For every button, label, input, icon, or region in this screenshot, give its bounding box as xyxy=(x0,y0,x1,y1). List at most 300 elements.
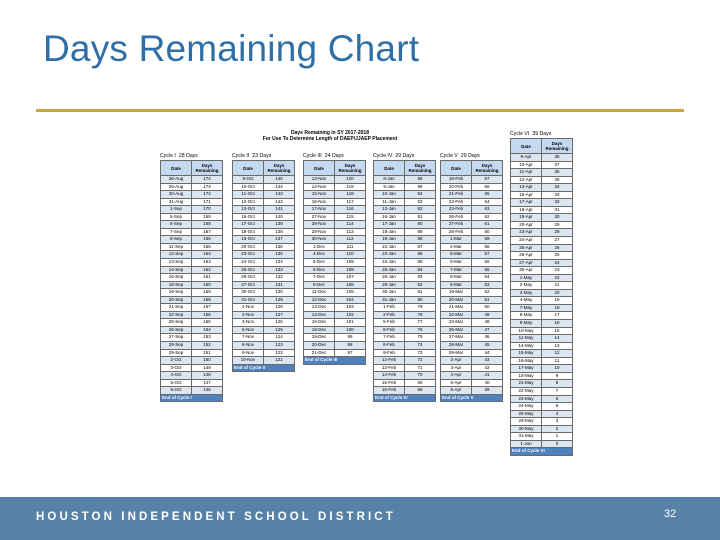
days-cell: 17 xyxy=(542,312,573,320)
date-cell: 11-Oct xyxy=(233,191,264,199)
table-row xyxy=(441,251,503,259)
date-cell: 22-May xyxy=(511,387,542,395)
date-column-header: Date xyxy=(374,161,405,176)
date-cell: 16-Oct xyxy=(233,213,264,221)
cycle-table xyxy=(160,160,223,402)
table-row xyxy=(374,372,436,380)
table-row xyxy=(161,198,223,206)
date-cell: 16-Apr xyxy=(511,191,542,199)
days-cell: 128 xyxy=(264,304,295,312)
cycle-name: Cycle I xyxy=(160,153,176,159)
days-cell: 79 xyxy=(405,304,436,312)
days-cell: 41 xyxy=(472,372,503,380)
date-cell: 2-Apr xyxy=(441,357,472,365)
table-row xyxy=(374,266,436,274)
date-cell: 27-Sep xyxy=(161,334,192,342)
date-cell: 23-May xyxy=(511,395,542,403)
table-row xyxy=(441,342,503,350)
cycle-day-count: 29 Days xyxy=(395,153,415,159)
days-cell: 122 xyxy=(264,349,295,357)
date-cell: 5-Dec xyxy=(304,259,335,267)
date-cell: 29-Sep xyxy=(161,349,192,357)
date-cell: 8-Mar xyxy=(441,274,472,282)
days-cell: 45 xyxy=(472,342,503,350)
date-cell: 10-Nov xyxy=(233,357,264,365)
days-cell: 2 xyxy=(542,425,573,433)
days-cell: 98 xyxy=(335,342,366,350)
table-header-row xyxy=(511,139,573,154)
days-cell: 106 xyxy=(335,281,366,289)
date-cell: 20-Dec xyxy=(304,342,335,350)
days-cell: 172 xyxy=(192,191,223,199)
days-cell: 77 xyxy=(405,319,436,327)
cycle-3-table xyxy=(303,152,366,365)
table-row xyxy=(441,326,503,334)
date-cell: 17-Nov xyxy=(304,206,335,214)
table-row xyxy=(374,304,436,312)
table-header-row xyxy=(374,161,436,176)
table-row xyxy=(511,425,573,433)
table-row xyxy=(374,289,436,297)
days-cell: 10 xyxy=(542,365,573,373)
days-cell: 104 xyxy=(335,296,366,304)
date-cell: 11-Apr xyxy=(511,169,542,177)
days-cell: 158 xyxy=(192,296,223,304)
cycle-label xyxy=(160,152,223,160)
date-cell: 15-Feb xyxy=(374,379,405,387)
date-cell: 23-Oct xyxy=(233,251,264,259)
table-row xyxy=(304,319,366,327)
cycle-name: Cycle VI xyxy=(510,131,530,137)
days-cell: 9 xyxy=(542,372,573,380)
days-cell: 163 xyxy=(192,259,223,267)
days-cell: 170 xyxy=(192,206,223,214)
date-cell: 6-Apr xyxy=(441,387,472,395)
days-cell: 108 xyxy=(335,266,366,274)
days-cell: 157 xyxy=(192,304,223,312)
date-cell: 20-Apr xyxy=(511,221,542,229)
days-cell: 24 xyxy=(542,259,573,267)
date-cell: 25-May xyxy=(511,410,542,418)
table-row xyxy=(441,183,503,191)
date-cell: 1-May xyxy=(511,274,542,282)
table-row xyxy=(511,387,573,395)
days-cell: 86 xyxy=(405,251,436,259)
table-row xyxy=(511,320,573,328)
table-row xyxy=(304,176,366,184)
date-cell: 31-Oct xyxy=(233,296,264,304)
date-cell: 16-Jan xyxy=(374,213,405,221)
table-row xyxy=(233,213,295,221)
date-cell: 9-Nov xyxy=(233,349,264,357)
table-row xyxy=(304,251,366,259)
date-cell: 21-May xyxy=(511,380,542,388)
end-of-cycle-label: End of Cycle IV xyxy=(374,394,436,402)
days-remaining-document xyxy=(160,128,569,478)
days-cell: 153 xyxy=(192,334,223,342)
table-row xyxy=(304,191,366,199)
table-row xyxy=(233,334,295,342)
date-cell: 19-Dec xyxy=(304,334,335,342)
end-of-cycle-row xyxy=(304,357,366,365)
date-cell: 13-Apr xyxy=(511,184,542,192)
date-cell: 10-May xyxy=(511,327,542,335)
date-cell: 11-Sep xyxy=(161,243,192,251)
table-row xyxy=(511,252,573,260)
table-row xyxy=(441,228,503,236)
table-row xyxy=(233,326,295,334)
date-cell: 26-Apr xyxy=(511,252,542,260)
date-cell: 1-Dec xyxy=(304,243,335,251)
table-row xyxy=(233,274,295,282)
date-cell: 5-Apr xyxy=(441,379,472,387)
table-header-row xyxy=(304,161,366,176)
date-cell: 27-Nov xyxy=(304,213,335,221)
days-cell: 95 xyxy=(405,183,436,191)
date-cell: 8-Dec xyxy=(304,281,335,289)
date-cell: 28-Sep xyxy=(161,342,192,350)
date-cell: 11-Jan xyxy=(374,198,405,206)
date-cell: 12-Jan xyxy=(374,206,405,214)
days-cell: 96 xyxy=(405,176,436,184)
date-cell: 11-Dec xyxy=(304,289,335,297)
table-row xyxy=(161,183,223,191)
table-row xyxy=(441,296,503,304)
date-cell: 12-Apr xyxy=(511,176,542,184)
date-cell: 25-Oct xyxy=(233,266,264,274)
days-cell: 65 xyxy=(472,191,503,199)
days-cell: 99 xyxy=(335,334,366,342)
table-row xyxy=(233,198,295,206)
table-row xyxy=(161,342,223,350)
date-cell: 31-Aug xyxy=(161,198,192,206)
table-row xyxy=(374,311,436,319)
days-cell: 20 xyxy=(542,289,573,297)
date-cell: 14-May xyxy=(511,342,542,350)
table-row xyxy=(374,191,436,199)
table-row xyxy=(441,176,503,184)
table-row xyxy=(511,191,573,199)
table-row xyxy=(511,282,573,290)
days-cell: 78 xyxy=(405,311,436,319)
date-cell: 26-Oct xyxy=(233,274,264,282)
days-cell: 28 xyxy=(542,229,573,237)
days-cell: 154 xyxy=(192,326,223,334)
table-row xyxy=(511,365,573,373)
days-cell: 118 xyxy=(335,191,366,199)
days-cell: 50 xyxy=(472,304,503,312)
date-cell: 22-Sep xyxy=(161,311,192,319)
table-row xyxy=(161,228,223,236)
days-cell: 110 xyxy=(335,251,366,259)
table-row xyxy=(374,319,436,327)
date-cell: 21-Sep xyxy=(161,304,192,312)
date-cell: 7-Feb xyxy=(374,334,405,342)
date-cell: 7-Mar xyxy=(441,266,472,274)
table-row xyxy=(511,259,573,267)
days-cell: 46 xyxy=(472,334,503,342)
days-cell: 136 xyxy=(264,243,295,251)
date-cell: 1-Nov xyxy=(233,304,264,312)
days-cell: 36 xyxy=(542,169,573,177)
date-cell: 26-Feb xyxy=(441,213,472,221)
cycle-4-table xyxy=(373,152,436,402)
cycle-name: Cycle IV xyxy=(373,153,393,159)
days-cell: 155 xyxy=(192,319,223,327)
end-of-cycle-row xyxy=(233,364,295,372)
table-row xyxy=(441,236,503,244)
cycle-label xyxy=(373,152,436,160)
date-cell: 15-Nov xyxy=(304,191,335,199)
table-row xyxy=(374,176,436,184)
days-cell: 141 xyxy=(264,206,295,214)
date-cell: 26-Jan xyxy=(374,274,405,282)
date-cell: 2-Nov xyxy=(233,311,264,319)
document-title: Days Remaining in SY 2017-2018 xyxy=(290,130,369,136)
table-row xyxy=(374,259,436,267)
cycle-5-table xyxy=(440,152,503,402)
table-row xyxy=(374,349,436,357)
table-row xyxy=(511,433,573,441)
days-column-header: Days Remaining xyxy=(542,139,573,154)
date-cell: 9-Feb xyxy=(374,349,405,357)
days-cell: 119 xyxy=(335,183,366,191)
table-row xyxy=(304,304,366,312)
days-cell: 34 xyxy=(542,184,573,192)
days-cell: 117 xyxy=(335,198,366,206)
table-row xyxy=(161,296,223,304)
days-cell: 173 xyxy=(192,183,223,191)
table-row xyxy=(374,243,436,251)
cycle-day-count: 29 Days xyxy=(460,153,480,159)
cycle-6-table xyxy=(510,130,573,456)
cycle-name: Cycle II xyxy=(232,153,250,159)
table-row xyxy=(511,410,573,418)
date-cell: 16-Nov xyxy=(304,198,335,206)
days-cell: 13 xyxy=(542,342,573,350)
date-cell: 13-Feb xyxy=(374,364,405,372)
table-row xyxy=(374,357,436,365)
date-column-header: Date xyxy=(233,161,264,176)
date-cell: 2-Mar xyxy=(441,243,472,251)
days-cell: 49 xyxy=(472,311,503,319)
table-row xyxy=(161,349,223,357)
table-row xyxy=(374,342,436,350)
cycle-name: Cycle III xyxy=(303,153,322,159)
date-cell: 15-Dec xyxy=(304,319,335,327)
date-cell: 20-Feb xyxy=(441,183,472,191)
date-cell: 23-Jan xyxy=(374,251,405,259)
table-row xyxy=(161,357,223,365)
table-row xyxy=(511,297,573,305)
date-cell: 14-Nov xyxy=(304,183,335,191)
days-cell: 159 xyxy=(192,289,223,297)
days-cell: 26 xyxy=(542,244,573,252)
table-row xyxy=(511,169,573,177)
date-cell: 30-Oct xyxy=(233,289,264,297)
table-row xyxy=(161,379,223,387)
date-cell: 22-Jan xyxy=(374,243,405,251)
table-row xyxy=(161,266,223,274)
days-cell: 68 xyxy=(405,387,436,395)
table-row xyxy=(511,244,573,252)
days-cell: 75 xyxy=(405,334,436,342)
date-column-header: Date xyxy=(161,161,192,176)
days-cell: 33 xyxy=(542,191,573,199)
days-cell: 143 xyxy=(264,191,295,199)
date-cell: 28-Nov xyxy=(304,221,335,229)
days-cell: 114 xyxy=(335,221,366,229)
days-cell: 73 xyxy=(405,349,436,357)
date-cell: 17-Jan xyxy=(374,221,405,229)
days-cell: 83 xyxy=(405,274,436,282)
days-cell: 92 xyxy=(405,206,436,214)
date-cell: 19-Oct xyxy=(233,236,264,244)
days-cell: 40 xyxy=(472,379,503,387)
days-cell: 47 xyxy=(472,326,503,334)
date-cell: 2-Feb xyxy=(374,311,405,319)
date-cell: 3-Nov xyxy=(233,319,264,327)
date-cell: 18-Oct xyxy=(233,228,264,236)
days-cell: 138 xyxy=(264,228,295,236)
date-cell: 20-Oct xyxy=(233,243,264,251)
table-row xyxy=(511,221,573,229)
date-cell: 10-Jan xyxy=(374,191,405,199)
table-row xyxy=(233,281,295,289)
days-cell: 59 xyxy=(472,236,503,244)
table-row xyxy=(161,243,223,251)
cycle-table xyxy=(232,160,295,372)
date-cell: 8-Jan xyxy=(374,176,405,184)
date-cell: 27-Feb xyxy=(441,221,472,229)
table-row xyxy=(374,387,436,395)
end-of-cycle-row xyxy=(511,448,573,456)
date-cell: 20-Mar xyxy=(441,296,472,304)
table-row xyxy=(374,213,436,221)
date-cell: 1-Jun xyxy=(511,440,542,448)
days-cell: 29 xyxy=(542,221,573,229)
date-cell: 15-Sep xyxy=(161,274,192,282)
days-cell: 120 xyxy=(335,176,366,184)
date-cell: 9-Apr xyxy=(511,154,542,162)
days-cell: 5 xyxy=(542,403,573,411)
date-cell: 19-Apr xyxy=(511,214,542,222)
table-row xyxy=(233,266,295,274)
end-of-cycle-row xyxy=(161,394,223,402)
table-row xyxy=(441,334,503,342)
days-cell: 164 xyxy=(192,251,223,259)
date-cell: 23-Mar xyxy=(441,319,472,327)
table-row xyxy=(374,251,436,259)
table-row xyxy=(161,281,223,289)
date-cell: 24-Jan xyxy=(374,259,405,267)
days-cell: 4 xyxy=(542,410,573,418)
table-row xyxy=(304,228,366,236)
date-cell: 17-May xyxy=(511,365,542,373)
date-cell: 6-Nov xyxy=(233,326,264,334)
table-row xyxy=(161,311,223,319)
days-cell: 134 xyxy=(264,259,295,267)
cycle-day-count: 28 Days xyxy=(178,153,198,159)
table-row xyxy=(441,372,503,380)
date-cell: 12-Oct xyxy=(233,198,264,206)
days-cell: 80 xyxy=(405,296,436,304)
table-row xyxy=(441,206,503,214)
days-cell: 166 xyxy=(192,236,223,244)
table-row xyxy=(304,334,366,342)
title-divider xyxy=(36,109,684,112)
table-row xyxy=(511,304,573,312)
days-cell: 151 xyxy=(192,349,223,357)
table-row xyxy=(511,372,573,380)
days-cell: 109 xyxy=(335,259,366,267)
date-cell: 30-Jan xyxy=(374,289,405,297)
date-cell: 22-Feb xyxy=(441,198,472,206)
table-row xyxy=(441,357,503,365)
end-of-cycle-row xyxy=(441,394,503,402)
date-cell: 6-Oct xyxy=(161,387,192,395)
date-cell: 19-Feb xyxy=(441,176,472,184)
table-row xyxy=(233,221,295,229)
table-row xyxy=(233,259,295,267)
days-cell: 100 xyxy=(335,326,366,334)
date-cell: 29-Nov xyxy=(304,228,335,236)
days-cell: 127 xyxy=(264,311,295,319)
table-row xyxy=(304,274,366,282)
table-row xyxy=(233,206,295,214)
table-row xyxy=(233,251,295,259)
table-row xyxy=(233,342,295,350)
days-cell: 55 xyxy=(472,266,503,274)
table-row xyxy=(161,387,223,395)
date-cell: 27-Mar xyxy=(441,334,472,342)
days-cell: 48 xyxy=(472,319,503,327)
date-cell: 14-Sep xyxy=(161,266,192,274)
table-row xyxy=(161,326,223,334)
end-of-cycle-label: End of Cycle II xyxy=(233,364,295,372)
table-row xyxy=(233,183,295,191)
date-cell: 8-Sep xyxy=(161,236,192,244)
days-cell: 137 xyxy=(264,236,295,244)
days-cell: 12 xyxy=(542,350,573,358)
table-row xyxy=(511,267,573,275)
days-cell: 161 xyxy=(192,274,223,282)
table-row xyxy=(304,236,366,244)
table-row xyxy=(161,334,223,342)
days-cell: 150 xyxy=(192,357,223,365)
days-cell: 76 xyxy=(405,326,436,334)
days-cell: 133 xyxy=(264,266,295,274)
table-row xyxy=(233,349,295,357)
days-cell: 32 xyxy=(542,199,573,207)
days-cell: 124 xyxy=(264,334,295,342)
days-column-header: Days Remaining xyxy=(192,161,223,176)
days-cell: 21 xyxy=(542,282,573,290)
date-cell: 12-Sep xyxy=(161,251,192,259)
days-column-header: Days Remaining xyxy=(335,161,366,176)
days-cell: 54 xyxy=(472,274,503,282)
cycle-day-count: 24 Days xyxy=(324,153,344,159)
date-cell: 28-Aug xyxy=(161,176,192,184)
date-cell: 8-May xyxy=(511,312,542,320)
days-cell: 147 xyxy=(192,379,223,387)
days-cell: 18 xyxy=(542,304,573,312)
days-cell: 91 xyxy=(405,213,436,221)
date-cell: 8-Nov xyxy=(233,342,264,350)
days-cell: 70 xyxy=(405,372,436,380)
table-row xyxy=(161,213,223,221)
days-cell: 115 xyxy=(335,213,366,221)
